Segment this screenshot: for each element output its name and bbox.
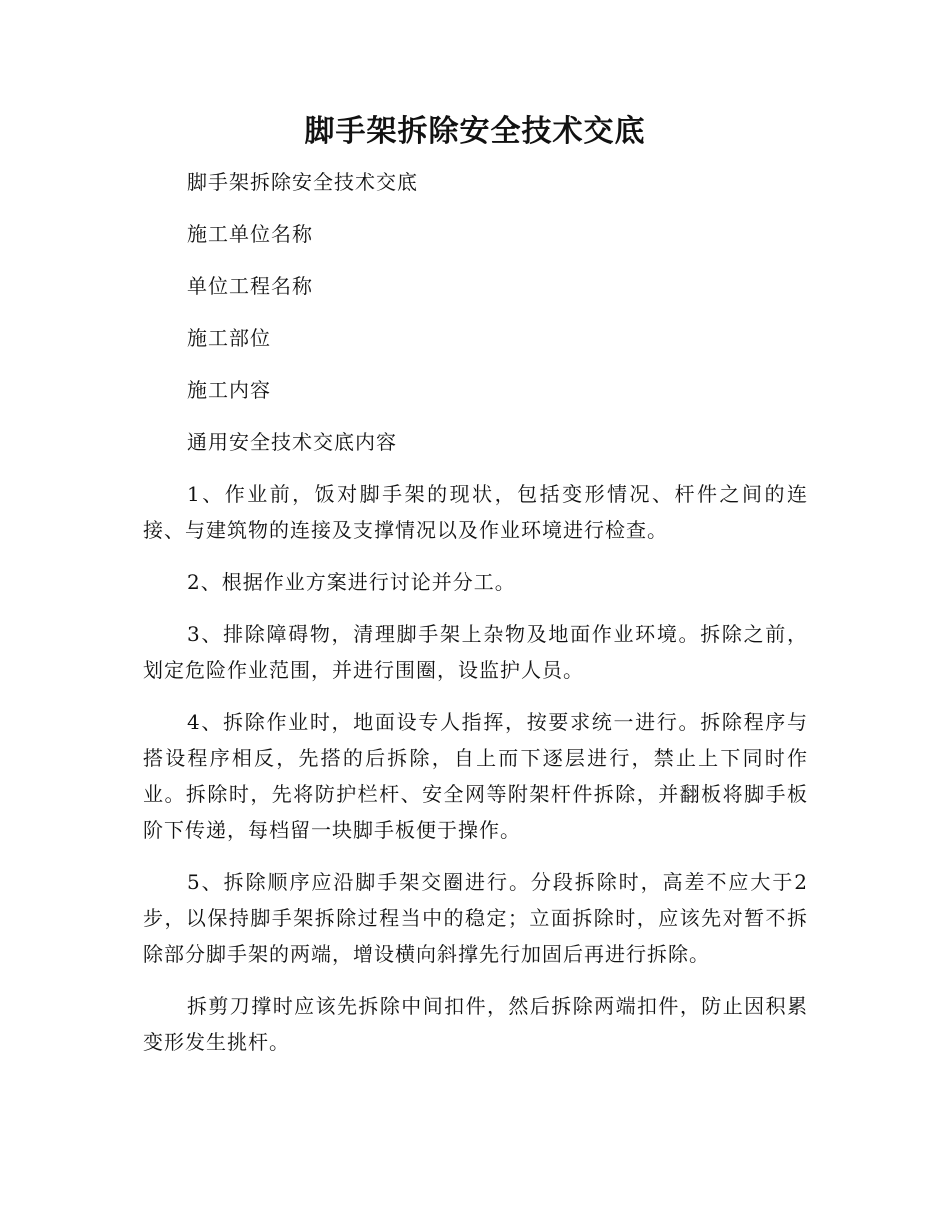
field-line-doc-name: 脚手架拆除安全技术交底 <box>187 170 418 194</box>
field-line-construction-unit: 施工单位名称 <box>187 222 313 246</box>
field-line-project-name: 单位工程名称 <box>187 274 313 298</box>
field-line-construction-content: 施工内容 <box>187 378 271 402</box>
paragraph-item-1: 1、作业前，饭对脚手架的现状，包括变形情况、杆件之间的连接、与建筑物的连接及支撑情况以及作业环境进行检查。 <box>143 482 808 542</box>
document-body <box>143 164 808 1076</box>
field-line-construction-part: 施工部位 <box>187 326 271 350</box>
paragraph-item-2: 2、根据作业方案进行讨论并分工。 <box>187 570 516 594</box>
paragraph-item-5: 5、拆除顺序应沿脚手架交圈进行。分段拆除时，高差不应大于2步，以保持脚手架拆除过程当中的稳定；立面拆除时，应该先对暂不拆除部分脚手架的两端，增设横向斜撑先行加固后再进行拆除。 <box>143 870 808 966</box>
document-title: 脚手架拆除安全技术交底 <box>304 114 646 149</box>
field-line-general-content: 通用安全技术交底内容 <box>187 430 397 454</box>
paragraph-scissor-brace: 拆剪刀撑时应该先拆除中间扣件，然后拆除两端扣件，防止因积累变形发生挑杆。 <box>143 994 808 1054</box>
paragraph-item-3: 3、排除障碍物，清理脚手架上杂物及地面作业环境。拆除之前，划定危险作业范围，并进行围圈，设监护人员。 <box>143 622 808 682</box>
paragraph-item-4: 4、拆除作业时，地面设专人指挥，按要求统一进行。拆除程序与搭设程序相反，先搭的后拆除，自上而下逐层进行，禁止上下同时作业。拆除时，先将防护栏杆、安全网等附架杆件拆除，并翻板将脚手板阶下传递，每档留一块脚手板便于操作。 <box>143 710 808 842</box>
